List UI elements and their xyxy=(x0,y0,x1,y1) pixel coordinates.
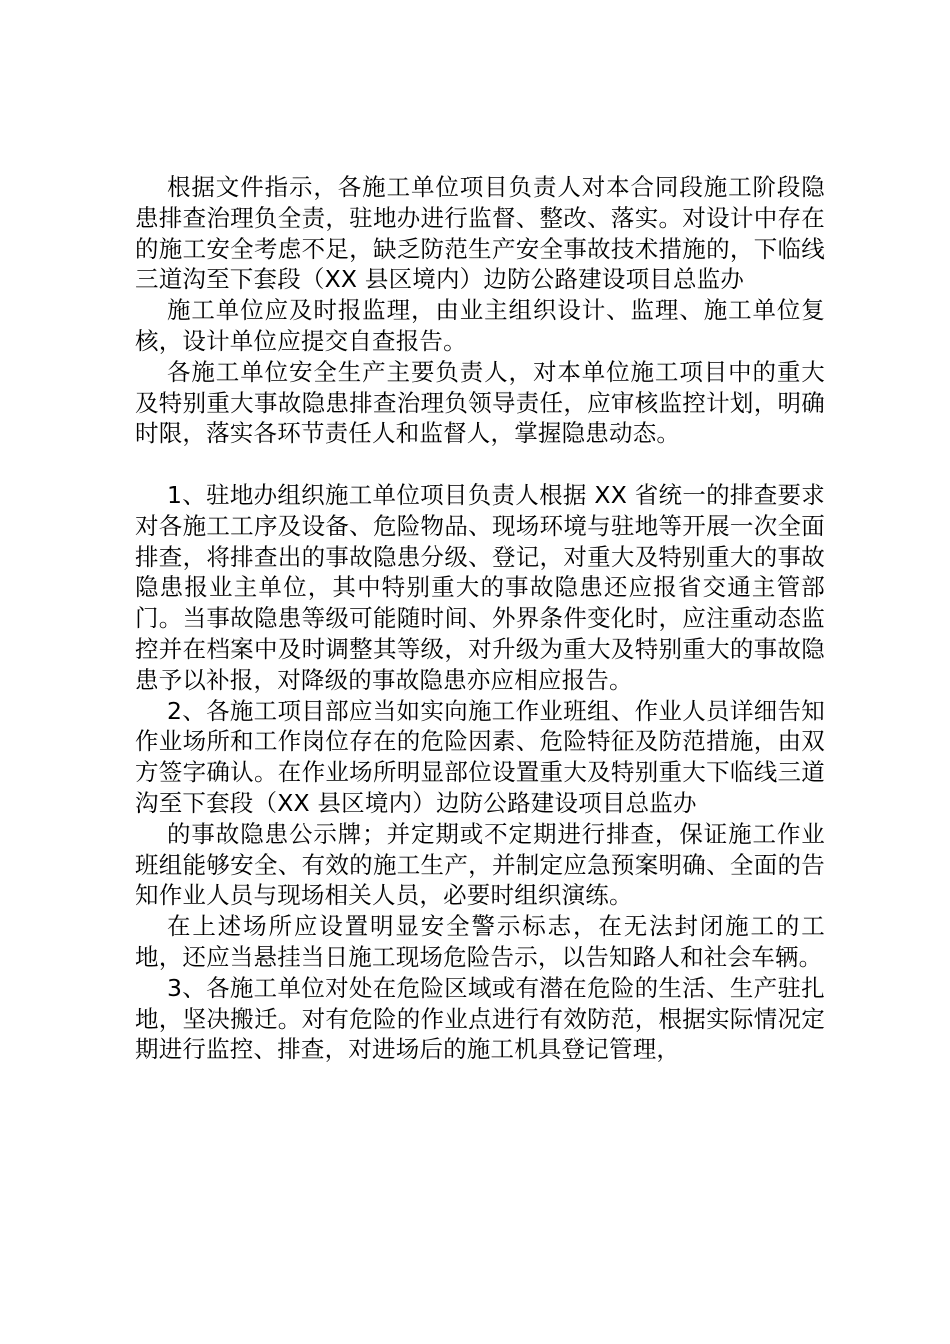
paragraph-8: 3、各施工单位对处在危险区域或有潜在危险的生活、生产驻扎地，坚决搬迁。对有危险的作业点进行有效防范，根据实际情况定期进行监控、排查，对进场后的施工机具登记管理， xyxy=(135,973,825,1064)
blank-line xyxy=(135,449,825,480)
paragraph-4: 1、驻地办组织施工单位项目负责人根据 XX 省统一的排查要求对各施工工序及设备、危险物品、现场环境与驻地等开展一次全面排查，将排查出的事故隐患分级、登记，对重大及特别重大的事故隐患报业主单位，其中特别重大的事故隐患还应报省交通主管部门。当事故隐患等级可能随时间、外界条件变化时，应注重动态监控并在档案中及时调整其等级，对升级为重大及特别重大的事故隐患予以补报，对降级的事故隐患亦应相应报告。 xyxy=(135,480,825,694)
paragraph-7: 在上述场所应设置明显安全警示标志，在无法封闭施工的工地，还应当悬挂当日施工现场危险告示，以告知路人和社会车辆。 xyxy=(135,912,825,971)
paragraph-2: 施工单位应及时报监理，由业主组织设计、监理、施工单位复核，设计单位应提交自查报告。 xyxy=(135,296,825,355)
document-body xyxy=(135,172,825,1065)
paragraph-6: 的事故隐患公示牌；并定期或不定期进行排查，保证施工作业班组能够安全、有效的施工生产，并制定应急预案明确、全面的告知作业人员与现场相关人员，必要时组织演练。 xyxy=(135,819,825,910)
paragraph-1: 根据文件指示，各施工单位项目负责人对本合同段施工阶段隐患排查治理负全责，驻地办进行监督、整改、落实。对设计中存在的施工安全考虑不足，缺乏防范生产安全事故技术措施的，下临线三道沟至下套段（XX 县区境内）边防公路建设项目总监办 xyxy=(135,173,825,294)
paragraph-3: 各施工单位安全生产主要负责人，对本单位施工项目中的重大及特别重大事故隐患排查治理负领导责任，应审核监控计划，明确时限，落实各环节责任人和监督人，掌握隐患动态。 xyxy=(135,357,825,448)
paragraph-5: 2、各施工项目部应当如实向施工作业班组、作业人员详细告知作业场所和工作岗位存在的危险因素、危险特征及防范措施，由双方签字确认。在作业场所明显部位设置重大及特别重大下临线三道沟至下套段（XX 县区境内）边防公路建设项目总监办 xyxy=(135,696,825,817)
